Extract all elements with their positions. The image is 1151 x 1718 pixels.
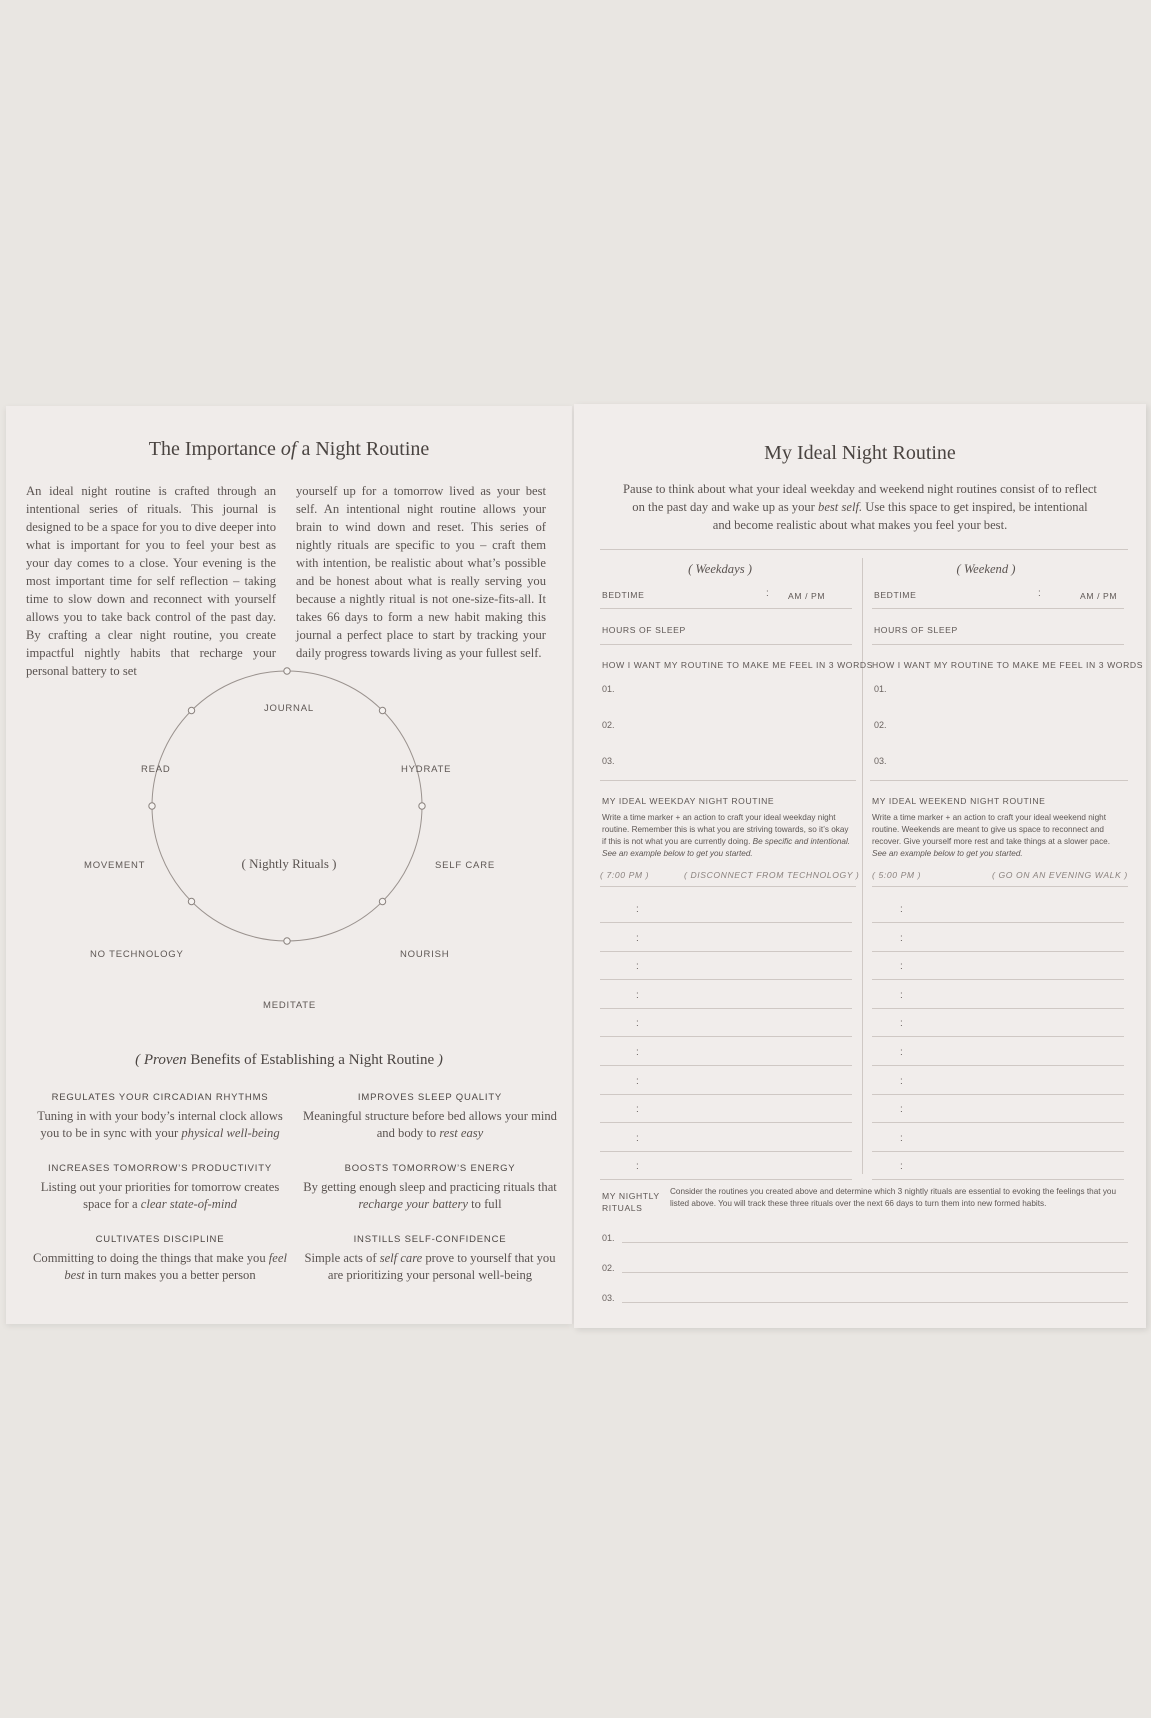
hours-line[interactable] xyxy=(872,644,1124,645)
benefit-text xyxy=(30,1108,290,1142)
wheel-label-hydrate: HYDRATE xyxy=(401,764,452,775)
intro-part: Pause to think about what your ideal weekday and weekend night routines consist of to reflect on the past day and wake up as your xyxy=(623,482,1097,514)
weekend-feel-03[interactable]: 03. xyxy=(874,756,887,766)
weekend-routine-heading: MY IDEAL WEEKEND NIGHT ROUTINE xyxy=(872,796,1046,806)
desc-part: Write a time marker + an action to craft your ideal weekend night routine. Weekends are meant to give us space to reconnect and recover. Give yourself more rest and take things at a slower pace. xyxy=(872,813,1111,846)
wheel-node-no-technology xyxy=(188,898,194,904)
wheel-node-nourish xyxy=(379,898,385,904)
divider xyxy=(600,549,1128,550)
benefit-item xyxy=(30,1092,290,1142)
weekday-example-time: ( 7:00 PM ) xyxy=(600,870,650,880)
benefit-text-part: Listing out your priorities for tomorrow creates space for a xyxy=(40,1180,280,1211)
weekend-bedtime-colon: : xyxy=(1038,588,1041,599)
ritual-line[interactable] xyxy=(622,1272,1128,1273)
weekend-example-time: ( 5:00 PM ) xyxy=(872,870,922,880)
routine-time-colon: : xyxy=(900,932,903,944)
benefit-heading: BOOSTS TOMORROW’S ENERGY xyxy=(344,1163,516,1174)
routine-time-colon: : xyxy=(636,1104,639,1116)
routine-time-colon: : xyxy=(636,932,639,944)
routine-time-colon: : xyxy=(900,961,903,973)
routine-entry-line[interactable] xyxy=(600,1179,852,1180)
weekday-feel-02[interactable]: 02. xyxy=(602,720,615,730)
intro-column-1: An ideal night routine is crafted through an intentional series of rituals. This journal is designed to be a space for you to dive deeper into what is important for you to feel your best as your day comes to a close. Your evening is the most important time for self reflection – taking time to slow down and reconnect with yourself allows you to take back control of the past day. By crafting a clear night routine, you create impactful nightly habits that recharge your personal battery to set xyxy=(26,484,276,678)
weekday-feel-01[interactable]: 01. xyxy=(602,684,615,694)
routine-entry-line[interactable] xyxy=(600,951,852,952)
routine-entry-line[interactable] xyxy=(600,1122,852,1123)
routine-time-colon: : xyxy=(900,1047,903,1058)
weekend-feel-01[interactable]: 01. xyxy=(874,684,887,694)
benefit-text xyxy=(300,1250,560,1284)
routine-time-colon: : xyxy=(900,904,903,915)
journal-spread xyxy=(0,400,1151,1330)
benefit-text-part: Meaningful structure before bed allows your mind and body to xyxy=(303,1109,557,1140)
wheel-node-movement xyxy=(149,803,155,809)
benefit-text xyxy=(30,1250,290,1284)
weekday-feel-label: HOW I WANT MY ROUTINE TO MAKE ME FEEL IN 3 WORDS xyxy=(602,660,874,670)
weekend-hours-label: HOURS OF SLEEP xyxy=(874,625,958,635)
routine-entry-line[interactable] xyxy=(600,1036,852,1037)
benefit-text-part: Committing to doing the things that make you xyxy=(33,1251,269,1265)
wheel-label-no-technology: NO TECHNOLOGY xyxy=(90,949,184,960)
routine-entry-line[interactable] xyxy=(600,1094,852,1095)
bedtime-line[interactable] xyxy=(872,608,1124,609)
benefits-title-em: Proven xyxy=(143,1052,187,1068)
routine-time-colon: : xyxy=(636,1161,639,1173)
benefit-text-em: physical well-being xyxy=(181,1126,280,1140)
intro-part: Use this space to get inspired, be intentional and become realistic about what makes you feel your best. xyxy=(712,500,1088,532)
paren-open: ( xyxy=(135,1052,144,1068)
desc-part: Write a time marker + an action to craft your ideal weekday night routine. Remember this is what you are striving towards, so it’s okay if this is not what you are currently doing. xyxy=(602,813,849,846)
right-page-title: My Ideal Night Routine xyxy=(764,442,956,464)
routine-time-colon: : xyxy=(636,961,639,973)
routine-entry-line[interactable] xyxy=(872,1179,1124,1180)
ritual-03: 03. xyxy=(602,1293,615,1303)
weekend-bedtime-label: BEDTIME xyxy=(874,590,917,600)
benefit-heading: IMPROVES SLEEP QUALITY xyxy=(357,1092,503,1103)
routine-time-colon: : xyxy=(900,1132,903,1144)
benefit-text-part: Tuning in with your body’s internal clock allows you to be in sync with your xyxy=(37,1109,283,1140)
benefit-heading: CULTIVATES DISCIPLINE xyxy=(95,1234,225,1245)
bedtime-line[interactable] xyxy=(600,608,852,609)
routine-time-colon: : xyxy=(900,1161,903,1173)
wheel-label-nourish: NOURISH xyxy=(400,949,450,960)
benefits-title xyxy=(6,1052,572,1069)
wheel-node-meditate xyxy=(284,938,290,944)
benefit-heading: INCREASES TOMORROW’S PRODUCTIVITY xyxy=(48,1163,272,1174)
wheel-node-read xyxy=(188,707,194,713)
routine-entry-line[interactable] xyxy=(600,979,852,980)
benefit-heading: INSTILLS SELF-CONFIDENCE xyxy=(353,1234,507,1245)
benefit-text-part: By getting enough sleep and practicing rituals that xyxy=(303,1180,557,1194)
routine-entry-line[interactable] xyxy=(600,922,852,923)
routine-time-colon: : xyxy=(900,1075,903,1087)
right-page xyxy=(574,404,1146,1328)
intro-column-2: yourself up for a tomorrow lived as your best self. An intentional night routine allows your brain to wind down and reset. This series of nightly rituals are specific to you – craft them with intention, be realistic about what’s possible and be honest about what is really serving you because a nightly ritual is not one-size-fits-all. It takes 66 days to form a new habit making this journal a perfect place to start by tracking your daily progress towards living as your fullest self. xyxy=(296,484,546,660)
routine-entry-line[interactable] xyxy=(872,1151,1124,1152)
weekdays-heading: ( Weekdays ) xyxy=(688,562,752,576)
desc-em: See an example below to get you started. xyxy=(872,849,1023,858)
routine-entry-line[interactable] xyxy=(872,1065,1124,1066)
weekend-heading: ( Weekend ) xyxy=(956,562,1016,576)
benefit-item xyxy=(30,1234,290,1284)
weekend-ampm[interactable]: AM / PM xyxy=(1080,591,1118,601)
wheel-node-self-care xyxy=(419,803,425,809)
routine-time-colon: : xyxy=(900,1104,903,1116)
example-line xyxy=(872,886,1128,887)
routine-time-colon: : xyxy=(636,1075,639,1087)
left-page xyxy=(6,406,572,1324)
wheel-center-label: ( Nightly Rituals ) xyxy=(241,856,337,871)
routine-time-colon: : xyxy=(636,1132,639,1144)
ritual-line[interactable] xyxy=(622,1242,1128,1243)
weekday-example-action: ( DISCONNECT FROM TECHNOLOGY ) xyxy=(684,870,860,880)
ritual-line[interactable] xyxy=(622,1302,1128,1303)
benefit-text-em: rest easy xyxy=(439,1126,484,1140)
desc-em: Be specific and intentional. See an example below to get you started. xyxy=(602,837,851,858)
benefit-text-em: feel best xyxy=(64,1251,287,1282)
routine-entry-line[interactable] xyxy=(600,1065,852,1066)
wheel-label-self-care: SELF CARE xyxy=(435,860,495,871)
weekday-ampm[interactable]: AM / PM xyxy=(788,591,826,601)
wheel-label-meditate: MEDITATE xyxy=(263,1000,317,1011)
benefit-item xyxy=(300,1234,560,1284)
routine-time-colon: : xyxy=(900,989,903,1001)
benefits-title-text: Benefits of Establishing a Night Routine xyxy=(186,1052,438,1068)
benefit-item xyxy=(300,1092,560,1142)
title-part: a Night Routine xyxy=(296,438,430,460)
wheel-label-movement: MOVEMENT xyxy=(84,860,146,871)
nightly-rituals-desc: Consider the routines you created above and determine which 3 nightly rituals are essential to evoking the feelings that you listed above. You will track these three rituals over the next 66 days to turn them into new formed habits. xyxy=(670,1187,1117,1208)
benefit-text-part: in turn makes you a better person xyxy=(84,1268,256,1282)
benefit-item xyxy=(300,1163,560,1213)
weekday-routine-heading: MY IDEAL WEEKDAY NIGHT ROUTINE xyxy=(602,796,775,806)
example-line xyxy=(600,886,856,887)
routine-entry-line[interactable] xyxy=(600,1008,852,1009)
weekend-example-action: ( GO ON AN EVENING WALK ) xyxy=(992,870,1128,880)
wheel-node-hydrate xyxy=(379,707,385,713)
weekday-bedtime-label: BEDTIME xyxy=(602,590,645,600)
benefit-text-em: recharge your battery xyxy=(358,1197,468,1211)
column-divider xyxy=(862,558,863,1174)
routine-entry-line[interactable] xyxy=(872,951,1124,952)
benefit-text-em: clear state-of-mind xyxy=(140,1197,237,1211)
weekend-feel-label: HOW I WANT MY ROUTINE TO MAKE ME FEEL IN 3 WORDS xyxy=(872,660,1144,670)
routine-time-colon: : xyxy=(636,1047,639,1058)
benefit-text-part: prove to yourself that you are prioritizing your personal well-being xyxy=(327,1251,556,1282)
benefit-item xyxy=(30,1163,290,1213)
routine-entry-line[interactable] xyxy=(872,1008,1124,1009)
benefit-text-part: to full xyxy=(468,1197,502,1211)
routine-time-colon: : xyxy=(900,1018,903,1030)
routine-entry-line[interactable] xyxy=(872,1122,1124,1123)
benefit-text xyxy=(30,1179,290,1213)
divider xyxy=(870,780,1128,781)
divider xyxy=(600,780,856,781)
benefit-text xyxy=(300,1179,560,1213)
benefit-text xyxy=(300,1108,560,1142)
benefit-text-part: Simple acts of xyxy=(304,1251,380,1265)
left-page-title xyxy=(6,438,572,461)
benefit-heading: REGULATES YOUR CIRCADIAN RHYTHMS xyxy=(51,1092,269,1103)
routine-time-colon: : xyxy=(636,1018,639,1030)
routine-entry-line[interactable] xyxy=(872,1094,1124,1095)
title-part: The Importance xyxy=(148,438,281,460)
wheel-node-journal xyxy=(284,668,290,674)
weekday-bedtime-colon: : xyxy=(766,588,769,599)
routine-entry-line[interactable] xyxy=(872,979,1124,980)
right-page-intro xyxy=(622,480,1098,534)
paren-close: ) xyxy=(437,1052,443,1068)
benefit-text-em: self care xyxy=(379,1251,423,1265)
routine-entry-line[interactable] xyxy=(600,1151,852,1152)
weekday-routine-desc xyxy=(602,812,852,860)
routine-entry-line[interactable] xyxy=(872,922,1124,923)
weekday-hours-label: HOURS OF SLEEP xyxy=(602,625,686,635)
routine-entry-line[interactable] xyxy=(872,1036,1124,1037)
wheel-label-read: READ xyxy=(141,764,171,775)
weekend-routine-desc xyxy=(872,812,1122,860)
wheel-label-journal: JOURNAL xyxy=(264,703,314,714)
weekday-feel-03[interactable]: 03. xyxy=(602,756,615,766)
routine-time-colon: : xyxy=(636,989,639,1001)
hours-line[interactable] xyxy=(600,644,852,645)
ritual-01: 01. xyxy=(602,1233,615,1243)
ritual-02: 02. xyxy=(602,1263,615,1273)
routine-time-colon: : xyxy=(636,904,639,915)
weekend-feel-02[interactable]: 02. xyxy=(874,720,887,730)
intro-em: best self. xyxy=(818,500,863,514)
title-of: of xyxy=(280,438,297,460)
nightly-rituals-label: MY NIGHTLY RITUALS xyxy=(602,1191,660,1213)
